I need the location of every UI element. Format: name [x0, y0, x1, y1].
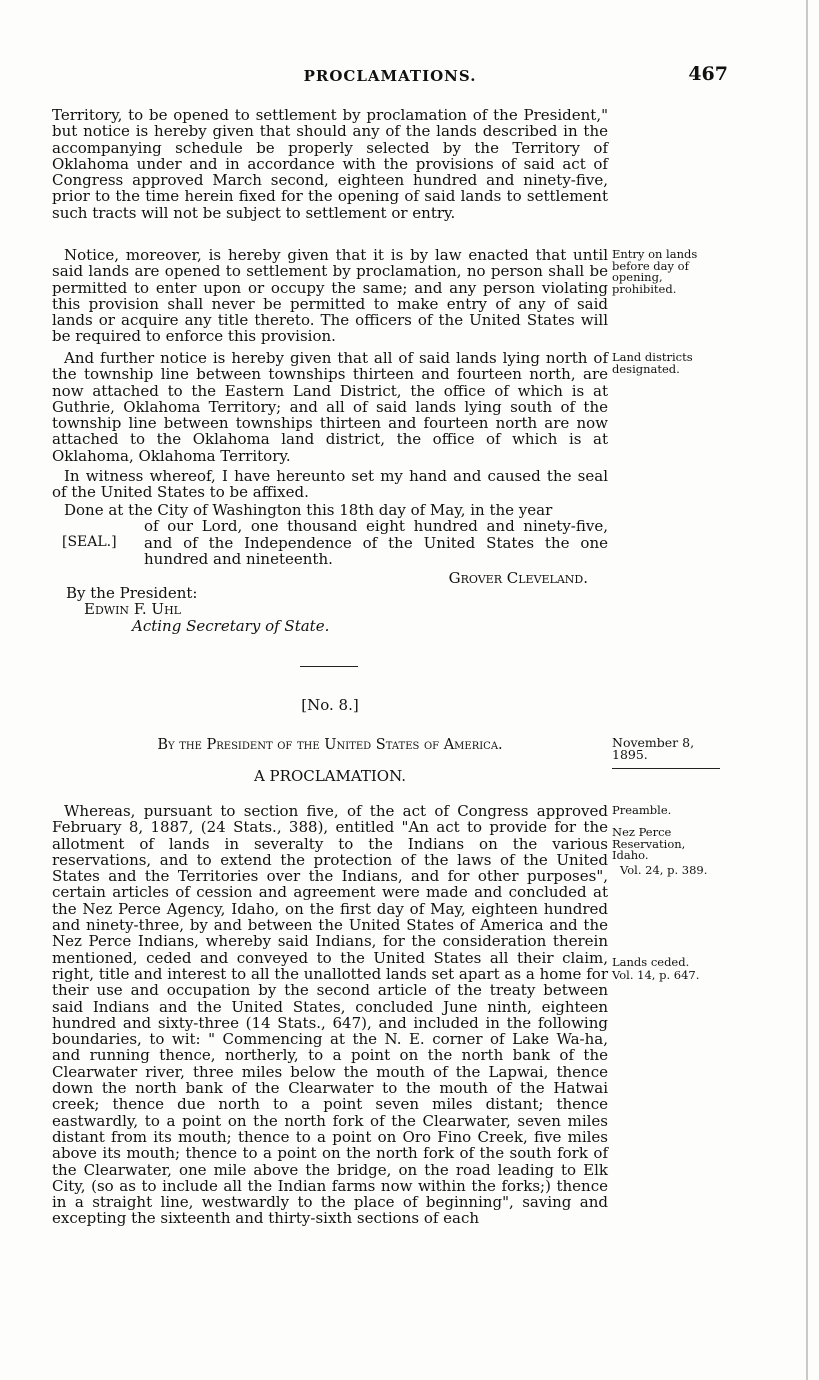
- page-header: [52, 63, 728, 87]
- paragraph-territory: [52, 107, 608, 221]
- paragraph-text: In witness whereof, I have hereunto set my hand and caused the seal of the United States to be affixed.: [52, 467, 608, 502]
- margin-note-nez-perce: Nez Perce Reservation, Idaho.: [612, 825, 686, 862]
- margin-note-land-districts: Land districts designated.: [612, 350, 693, 376]
- attestation: [52, 585, 608, 634]
- attest-title: Acting Secretary of State.: [132, 616, 330, 635]
- paragraph-land-districts: [52, 350, 608, 464]
- signature: Grover Cleveland.: [448, 569, 588, 587]
- paragraph-notice-entry: [52, 247, 608, 345]
- paragraph-witness: [52, 468, 608, 501]
- seal-row: [52, 518, 608, 567]
- seal-mark: [SEAL.]: [62, 534, 117, 551]
- done-rest: of our Lord, one thousand eight hundred and ninety-five, and of the Independence of the United States the one hundred and nineteenth.: [144, 517, 608, 568]
- page-number: 467: [688, 63, 728, 85]
- attest-name: Edwin F. Uhl: [84, 600, 181, 619]
- margin-note-preamble: Preamble.: [612, 803, 672, 817]
- proclamation-number: [No. 8.]: [301, 696, 359, 714]
- paragraph-text: And further notice is hereby given that all of said lands lying north of the township line between townships thirteen and fourteen north, are now attached to the Eastern Land District, the office of which is at Guthrie, Oklahoma Territory; and all of said lands lying south of the township line between townships thirteen and fourteen north are now attached to the Oklahoma land district, the office of which is at Oklahoma, Oklahoma Territory.: [52, 349, 608, 465]
- date-underline: [612, 768, 720, 769]
- margin-note-vol24: Vol. 24, p. 389.: [620, 863, 708, 877]
- proclamation-heading: By the President of the United States of America.: [157, 737, 503, 753]
- paragraph-text: Whereas, pursuant to section five, of the act of Congress approved February 8, 1887, (24 Stats., 388), entitled "An act to provide for the allotment of lands in severalty to the Indians on the various reservations, and to extend the protection of the laws of the United States and the Territories over the Indians, and for other purposes", certain articles of cession and agreement were made and concluded at the Nez Perce Agency, Idaho, on the first day of May, eighteen hundred and ninety-three, by and between the United States of America and the Nez Perce Indians, whereby said Indians, for the consideration therein mentioned, ceded and conveyed to the United States all their claim, right, title and interest to all the unallotted lands set apart as a home for their use and occupation by the second article of the treaty between said Indians and the United States, concluded June ninth, eighteen hundred and sixty-three (14 Stats., 647), and included in the following boundaries, to wit: " Commencing at the N. E. corner of Lake Wa-ha, and running thence, northerly, to a point on the north bank of the Clearwater river, three miles below the mouth of the Lapwai, thence down the north bank of the Clearwater to the mouth of the Hatwai creek; thence due north to a point seven miles distant; thence eastwardly, to a point on the north fork of the Clearwater, seven miles distant from its mouth; thence to a point on Oro Fino Creek, five miles above its mouth; thence to a point on the north fork of the south fork of the Clearwater, one mile above the bridge, on the road leading to Elk City, (so as to include all the Indian farms now within the forks;) thence in a straight line, westwardly to the place of beginning", saving and excepting the sixteenth and thirty-sixth sections of each: [52, 802, 608, 1228]
- section-divider: [300, 666, 358, 667]
- running-title: PROCLAMATIONS.: [303, 67, 477, 85]
- margin-note-date: November 8, 1895.: [612, 735, 695, 762]
- attest-by: By the President:: [66, 584, 198, 602]
- proclamation-title: A PROCLAMATION.: [253, 767, 407, 785]
- paragraph-text: Notice, moreover, is hereby given that it is by law enacted that until said lands are opened to settlement by proclamation, no person shall be permitted to enter upon or occupy the same; and any person violating this provision shall never be permitted to make entry of any of said lands or acquire any title thereto. The officers of the United States will be required to enforce this provision.: [52, 246, 608, 346]
- paragraph-whereas: [52, 803, 608, 1227]
- margin-note-entry: Entry on lands before day of opening, prohibited.: [612, 247, 698, 296]
- margin-note-vol14: Vol. 14, p. 647.: [612, 968, 700, 982]
- margin-note-lands-ceded: Lands ceded.: [612, 955, 690, 969]
- done-at-block: [52, 502, 608, 567]
- done-first-line: Done at the City of Washington this 18th day of May, in the year: [64, 501, 553, 519]
- paragraph-text: Territory, to be opened to settlement by proclamation of the President," but notice is hereby given that should any of the lands described in the accompanying schedule be properly selected by the Territory of Oklahoma under and in accordance with the provisions of said act of Congress approved March second, eighteen hundred and ninety-five, prior to the time herein fixed for the opening of said lands to settlement such tracts will not be subject to settlement or entry.: [52, 106, 608, 222]
- page-edge: [806, 0, 808, 1380]
